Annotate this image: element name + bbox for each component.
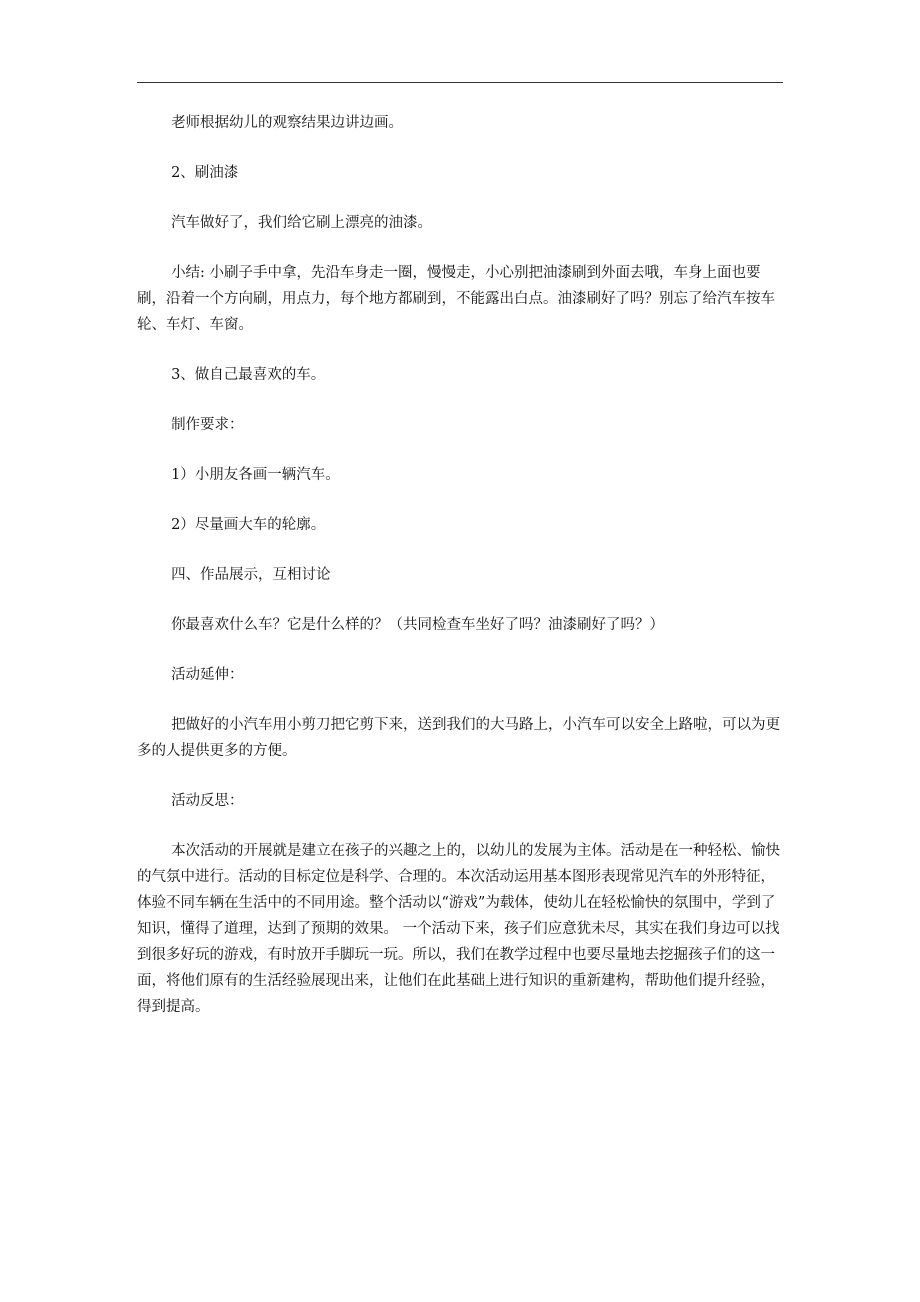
paragraph-teacher-drawing: 老师根据幼儿的观察结果边讲边画。 [171, 115, 404, 131]
paragraph-question: 你最喜欢什么车？它是什么样的？（共同检查车坐好了吗？油漆刷好了吗？） [171, 617, 665, 633]
heading-reflection: 活动反思： [171, 793, 244, 809]
paragraph-reflection: 本次活动的开展就是建立在孩子的兴趣之上的，以幼儿的发展为主体。活动是在一种轻松、愉快的气氛中进行。活动的目标定位是科学、合理的。本次活动运用基本图形表现常见汽车的外形特征，体验不同车辆在生活中的不同用途。整个活动以“游戏”为载体，使幼儿在轻松愉快的氛围中，学到了知识，懂得了道理，达到了预期的效果。 一个活动下来，孩子们应意犹未尽，其实在我们身边可以找到很多好玩的游戏，有时放开手脚玩一玩。所以，我们在教学过程中也要尽量地去挖掘孩子们的这一面，将他们原有的生活经验展现出来，让他们在此基础上进行知识的重新建构，帮助他们提升经验，得到提高。 [137, 843, 781, 1015]
heading-favorite-car: 3、做自己最喜欢的车。 [171, 367, 326, 383]
paragraph-extension: 把做好的小汽车用小剪刀把它剪下来，送到我们的大马路上，小汽车可以安全上路啦，可以为更多的人提供更多的方便。 [137, 717, 781, 759]
paragraph-summary: 小结: 小刷子手中拿，先沿车身走一圈，慢慢走，小心别把油漆刷到外面去哦，车身上面也要刷，沿着一个方向刷，用点力，每个地方都刷到，不能露出白点。油漆刷好了吗？别忘了给汽车按车轮、车灯、车窗。 [137, 265, 775, 333]
document-body [137, 110, 783, 1020]
list-item-2: 2）尽量画大车的轮廓。 [171, 517, 326, 533]
heading-extension: 活动延伸： [171, 667, 244, 683]
heading-requirements: 制作要求： [171, 417, 244, 433]
header-rule [137, 82, 783, 83]
paragraph-car-done: 汽车做好了，我们给它刷上漂亮的油漆。 [171, 215, 433, 231]
list-item-1: 1）小朋友各画一辆汽车。 [171, 467, 340, 483]
heading-show-discuss: 四、作品展示，互相讨论 [171, 567, 331, 583]
heading-paint: 2、刷油漆 [171, 165, 239, 181]
